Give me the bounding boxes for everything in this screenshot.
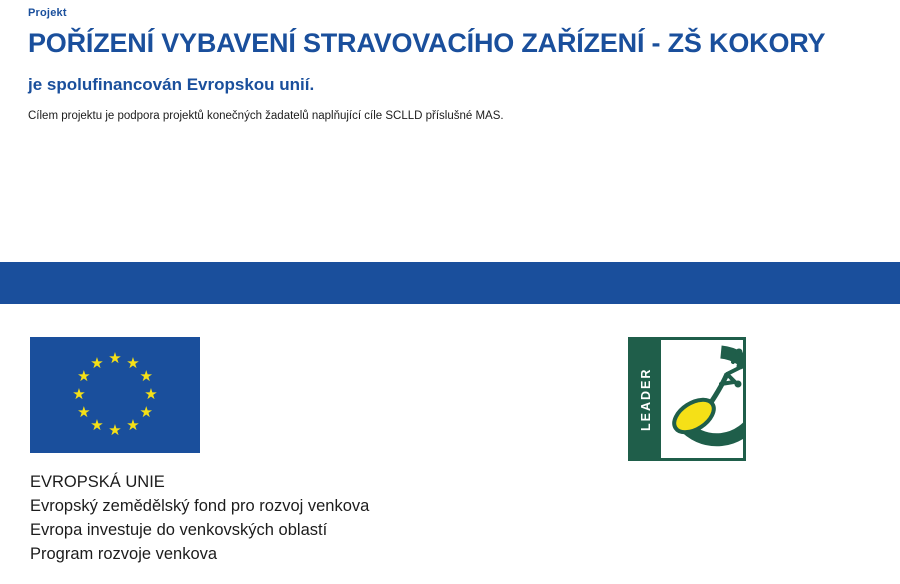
caption-line: Evropa investuje do venkovských oblastí (30, 521, 328, 539)
eu-star-icon: ★ (126, 417, 140, 435)
page-title: POŘÍZENÍ VYBAVENÍ STRAVOVACÍHO ZAŘÍZENÍ - ZŠ KOKORY (28, 28, 826, 58)
eu-star-icon: ★ (108, 422, 122, 439)
eu-star-icon: ★ (90, 417, 104, 435)
leader-logo-icon (628, 337, 746, 461)
caption-line: EVROPSKÁ UNIE (30, 473, 165, 491)
eu-stars-circle (30, 337, 200, 453)
eu-star-icon: ★ (126, 354, 140, 372)
caption-line: Program rozvoje venkova (30, 545, 218, 563)
eu-star-icon: ★ (77, 404, 91, 421)
caption-line: Evropský zemědělský fond pro rozvoj venkova (30, 497, 370, 515)
blue-divider-band (0, 262, 900, 304)
project-subtitle: je spolufinancován Evropskou unií. (28, 75, 315, 94)
eu-star-icon: ★ (90, 354, 104, 372)
eu-star-icon: ★ (72, 386, 86, 403)
leader-logo-label: LEADER (639, 367, 653, 431)
eu-star-icon: ★ (108, 350, 122, 367)
project-header (28, 6, 868, 124)
eu-star-icon: ★ (144, 386, 158, 403)
eu-star-icon: ★ (77, 368, 91, 385)
eu-star-icon: ★ (139, 404, 153, 421)
leader-logo-bar (631, 340, 661, 458)
logo-row (0, 337, 900, 467)
funding-captions (30, 470, 730, 566)
project-kicker: Projekt (28, 7, 67, 19)
eu-star-icon: ★ (139, 368, 153, 385)
leader-logo-emblem (661, 340, 743, 458)
eu-flag-icon (30, 337, 200, 453)
project-description: Cílem projektu je podpora projektů konečných žadatelů naplňující cíle SCLLD příslušné MAS. (28, 110, 504, 122)
